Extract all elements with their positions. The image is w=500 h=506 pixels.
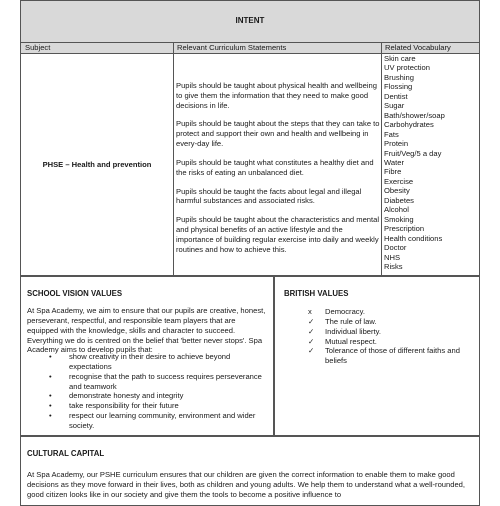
list-item	[49, 372, 269, 392]
vocabulary-item: Fruit/Veg/5 a day	[384, 148, 442, 158]
header-curriculum-statements: Relevant Curriculum Statements	[177, 43, 287, 52]
vocabulary-item: Water	[384, 157, 404, 167]
list-item	[308, 346, 478, 366]
intent-table	[20, 0, 480, 276]
curriculum-statement: Pupils should be taught the facts about legal and illegal harmful substances and associated risks.	[176, 186, 362, 206]
vocabulary-item: Exercise	[384, 176, 414, 186]
vocabulary-item: Obesity	[384, 186, 410, 196]
vocabulary-item: Health conditions	[384, 233, 443, 243]
curriculum-statements-cell	[176, 81, 381, 263]
vocabulary-item: Fats	[384, 129, 399, 139]
vocabulary-item: Brushing	[384, 72, 414, 82]
vocabulary-item: NHS	[384, 252, 401, 262]
vocabulary-item: Skin care	[384, 54, 416, 63]
vocabulary-item: Doctor	[384, 243, 407, 253]
curriculum-statement: Pupils should be taught what constitutes a healthy diet and the risks of eating an unbalanced diet.	[176, 157, 374, 177]
vocabulary-item: Smoking	[384, 214, 414, 224]
intent-heading: INTENT	[21, 1, 479, 43]
list-item	[308, 317, 478, 327]
list-item-text: Tolerance of those of different faiths and beliefs	[325, 346, 460, 366]
curriculum-statement: Pupils should be taught about physical health and wellbeing to give them the information that they need to make good decisions in life.	[176, 81, 377, 110]
vocabulary-item: Bath/shower/soap	[384, 110, 445, 120]
school-vision-list	[49, 352, 269, 431]
vocabulary-item: Protein	[384, 139, 409, 149]
list-item-text: demonstrate honesty and integrity	[69, 391, 184, 401]
vocabulary-item: Prescription	[384, 224, 425, 234]
list-item	[308, 307, 478, 317]
vocabulary-item: Risks	[384, 261, 403, 271]
bullet-icon: •	[49, 411, 52, 421]
cultural-capital-section	[20, 436, 480, 506]
list-item-text: Individual liberty.	[325, 326, 381, 336]
school-vision-intro: At Spa Academy, we aim to ensure that our pupils are creative, honest, perseverant, respectful, and responsible team players that are equipped with the knowledge, skills and character to succeed. Everything we do is centred on the belief that 'better never stops'. Spa Academy aims to develop pupils that:	[27, 306, 266, 355]
vocabulary-item: Dentist	[384, 91, 408, 101]
list-item	[49, 391, 269, 401]
checkmark-icon: ✓	[308, 336, 315, 346]
list-item-text: Mutual respect.	[325, 336, 377, 346]
column-divider	[173, 43, 174, 275]
vocabulary-list	[384, 54, 479, 271]
list-item	[49, 401, 269, 411]
british-values-list	[308, 307, 478, 366]
curriculum-statement: Pupils should be taught about the steps that they can take to protect and support their own and health and wellbeing in every-day life.	[176, 119, 380, 149]
cultural-capital-text: At Spa Academy, our PSHE curriculum ensures that our children are given the correct information to enable them to make good decisions as they move forward in their lives, both as children and young adults. We help them to understand what a well-rounded, good citizen looks like in our society and give them the tools to become a positive influence to	[27, 470, 466, 499]
checkmark-icon: ✓	[308, 326, 315, 336]
bullet-icon: •	[49, 391, 52, 401]
list-item-text: take responsibility for their future	[69, 401, 179, 411]
checkmark-icon: ✓	[308, 346, 315, 356]
bullet-icon: •	[49, 401, 52, 411]
document-page	[20, 0, 480, 500]
checkmark-icon: ✓	[308, 316, 315, 326]
header-subject: Subject	[25, 43, 51, 52]
list-item	[308, 327, 478, 337]
list-item-text: recognise that the path to success requires perseverance and teamwork	[69, 371, 262, 391]
list-item-text: respect our learning community, environment and wider society.	[69, 411, 256, 431]
cross-icon: x	[308, 307, 312, 316]
list-item-text: The rule of law.	[325, 316, 377, 326]
vocabulary-item: Fibre	[384, 167, 402, 177]
cultural-capital-heading: CULTURAL CAPITAL	[27, 449, 105, 458]
subject-cell	[21, 54, 173, 276]
column-divider	[381, 43, 382, 275]
vocabulary-item: Sugar	[384, 101, 405, 111]
table-header-row	[21, 43, 479, 54]
bullet-icon: •	[49, 352, 52, 361]
vocabulary-item: Carbohydrates	[384, 120, 434, 130]
list-item	[49, 352, 269, 372]
subject-name: PHSE – Health and prevention	[42, 160, 152, 170]
vocabulary-item: UV protection	[384, 63, 431, 73]
british-values-heading: BRITISH VALUES	[284, 289, 349, 298]
list-item	[308, 337, 478, 347]
list-item-text: Democracy.	[325, 307, 365, 316]
school-vision-values-section	[20, 276, 274, 436]
vocabulary-item: Alcohol	[384, 205, 409, 215]
curriculum-statement: Pupils should be taught about the characteristics and mental and physical benefits of an active lifestyle and the importance of building regular exercise into daily and weekly routines and how to achieve this.	[176, 215, 380, 254]
british-values-section	[274, 276, 480, 436]
school-vision-values-heading: SCHOOL VISION VALUES	[27, 289, 123, 298]
header-related-vocabulary: Related Vocabulary	[385, 43, 451, 52]
list-item	[49, 411, 269, 431]
list-item-text: show creativity in their desire to achieve beyond expectations	[69, 352, 231, 371]
bullet-icon: •	[49, 371, 52, 381]
vocabulary-item: Flossing	[384, 82, 413, 92]
vocabulary-item: Diabetes	[384, 195, 414, 205]
